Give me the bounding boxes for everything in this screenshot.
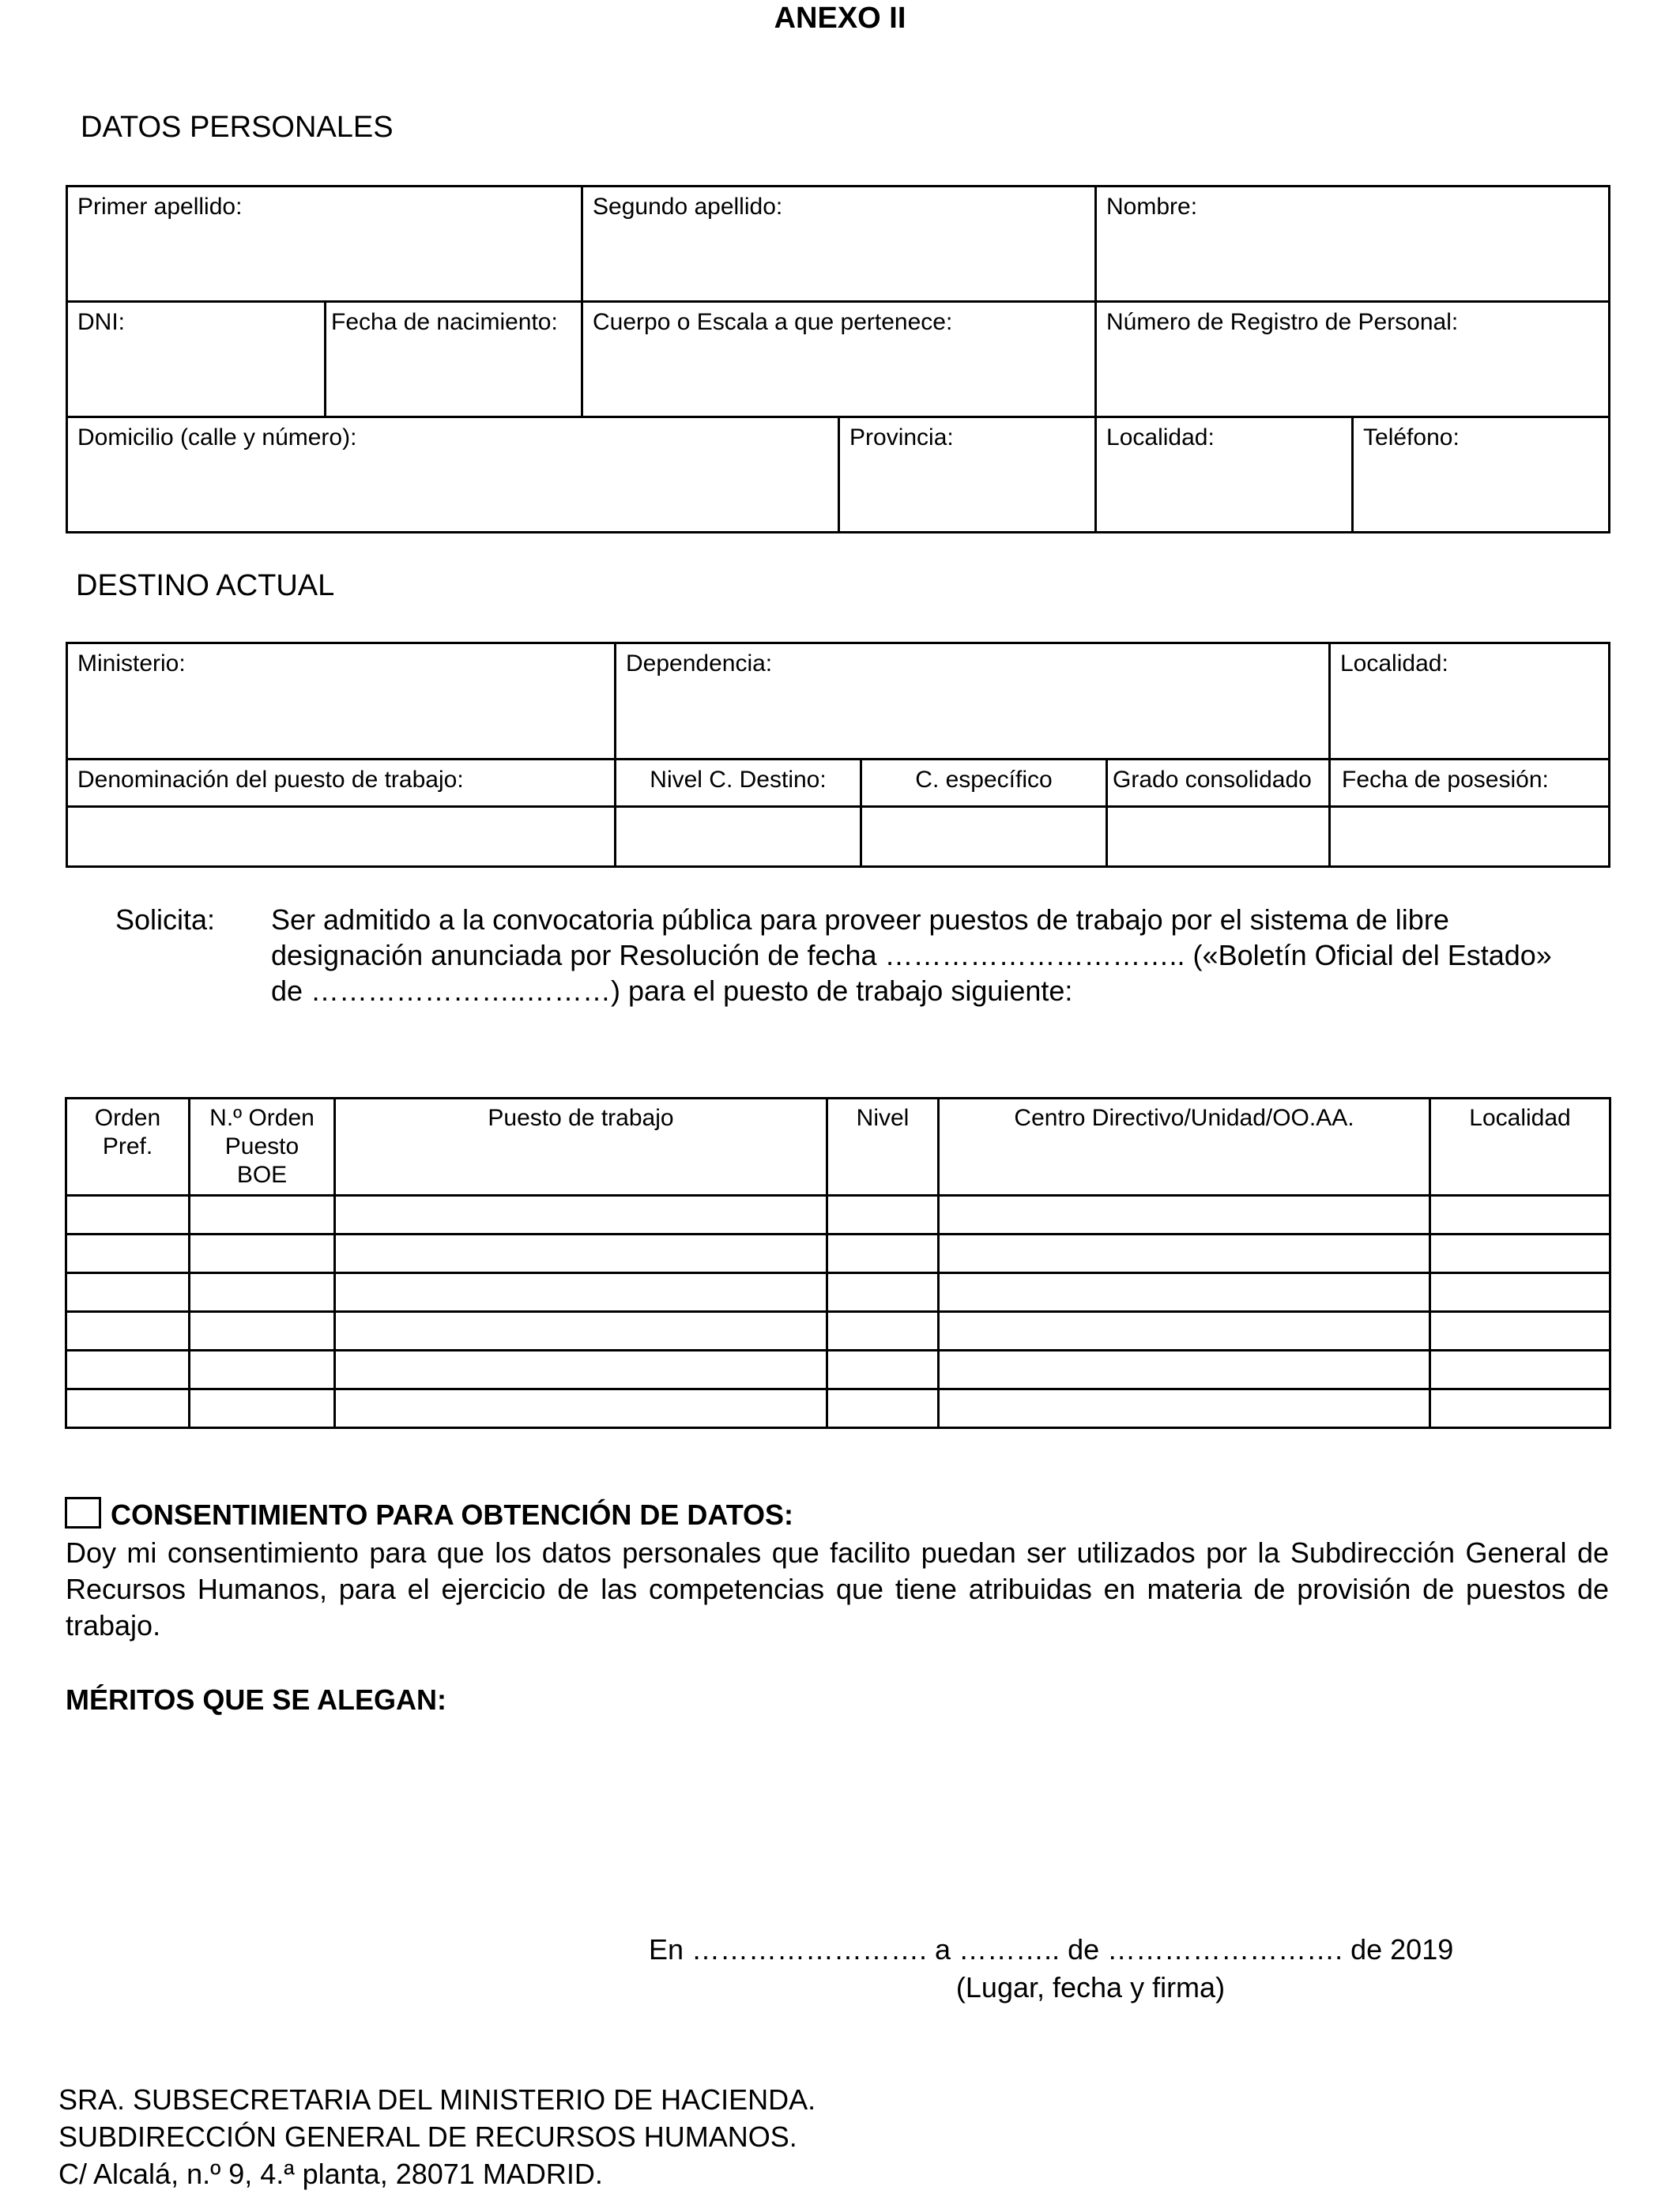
table-row: [66, 1389, 1610, 1428]
document-title: ANEXO II: [774, 2, 906, 35]
label-nivel-destino: Nivel C. Destino:: [650, 767, 827, 793]
cell-localidad[interactable]: [1430, 1351, 1610, 1389]
input-grado-consolidado[interactable]: [1107, 807, 1330, 867]
firma-line: En ……………………. a ……….. de ……………………. de 2019: [649, 1933, 1454, 1966]
field-primer-apellido[interactable]: [67, 187, 582, 302]
firma-caption: (Lugar, fecha y firma): [955, 1971, 1226, 2004]
label-denominacion-puesto: Denominación del puesto de trabajo:: [77, 767, 464, 793]
header-fecha-posesion: [1330, 760, 1610, 807]
cell-localidad[interactable]: [1430, 1389, 1610, 1428]
cell-localidad[interactable]: [1430, 1235, 1610, 1273]
consentimiento-title: CONSENTIMIENTO PARA OBTENCIÓN DE DATOS:: [111, 1498, 794, 1531]
input-c-especifico[interactable]: [861, 807, 1107, 867]
label-provincia: Provincia:: [849, 424, 954, 450]
label-domicilio: Domicilio (calle y número):: [77, 424, 357, 450]
header-orden-pref: [66, 1099, 190, 1196]
cell-centro[interactable]: [939, 1389, 1430, 1428]
header-puesto-trabajo: [335, 1099, 827, 1196]
label-localidad: Localidad:: [1106, 424, 1215, 450]
cell-orden-pref[interactable]: [66, 1235, 190, 1273]
field-fecha-nacimiento[interactable]: [326, 302, 582, 417]
cell-centro[interactable]: [939, 1196, 1430, 1235]
footer-line-2: SUBDIRECCIÓN GENERAL DE RECURSOS HUMANOS.: [58, 2120, 797, 2153]
label-nombre: Nombre:: [1106, 194, 1198, 220]
cell-orden-boe[interactable]: [190, 1196, 335, 1235]
field-segundo-apellido[interactable]: [582, 187, 1096, 302]
label-dependencia: Dependencia:: [626, 650, 773, 677]
cell-nivel[interactable]: [827, 1312, 939, 1351]
label-ministerio: Ministerio:: [77, 650, 186, 677]
header-orden-puesto-line2: Puesto: [224, 1133, 299, 1159]
cell-nivel[interactable]: [827, 1273, 939, 1312]
header-c-especifico: [861, 760, 1107, 807]
label-registro-personal: Número de Registro de Personal:: [1106, 309, 1459, 335]
label-destino-localidad: Localidad:: [1340, 650, 1448, 677]
cell-orden-pref[interactable]: [66, 1196, 190, 1235]
header-orden-puesto-line3: BOE: [236, 1162, 288, 1188]
cell-orden-boe[interactable]: [190, 1351, 335, 1389]
header-localidad: [1430, 1099, 1610, 1196]
input-nivel-destino[interactable]: [616, 807, 861, 867]
input-denominacion-puesto[interactable]: [67, 807, 616, 867]
cell-nivel[interactable]: [827, 1389, 939, 1428]
table-row: [66, 1235, 1610, 1273]
cell-orden-pref[interactable]: [66, 1312, 190, 1351]
cell-orden-boe[interactable]: [190, 1389, 335, 1428]
consentimiento-checkbox[interactable]: [65, 1497, 101, 1529]
field-destino-localidad[interactable]: [1330, 643, 1610, 760]
puestos-header-row: [66, 1099, 1610, 1196]
cell-puesto[interactable]: [335, 1351, 827, 1389]
cell-centro[interactable]: [939, 1235, 1430, 1273]
field-registro-personal[interactable]: [1096, 302, 1610, 417]
destino-actual-table: [66, 642, 1610, 868]
label-dni: DNI:: [77, 309, 125, 335]
header-nivel-destino: [616, 760, 861, 807]
footer-line-1: SRA. SUBSECRETARIA DEL MINISTERIO DE HACIENDA.: [58, 2083, 816, 2116]
cell-centro[interactable]: [939, 1351, 1430, 1389]
header-orden-puesto-boe: [190, 1099, 335, 1196]
cell-localidad[interactable]: [1430, 1273, 1610, 1312]
datos-personales-table: [66, 185, 1610, 533]
cell-orden-boe[interactable]: [190, 1235, 335, 1273]
cell-orden-pref[interactable]: [66, 1389, 190, 1428]
cell-puesto[interactable]: [335, 1312, 827, 1351]
footer-address: [58, 2081, 816, 2192]
header-nivel-label: Nivel: [856, 1105, 910, 1131]
label-fecha-nacimiento: Fecha de nacimiento:: [331, 309, 558, 335]
header-nivel: [827, 1099, 939, 1196]
label-primer-apellido: Primer apellido:: [77, 194, 243, 220]
destino-actual-heading: DESTINO ACTUAL: [76, 569, 335, 602]
cell-centro[interactable]: [939, 1312, 1430, 1351]
cell-orden-pref[interactable]: [66, 1273, 190, 1312]
cell-centro[interactable]: [939, 1273, 1430, 1312]
cell-nivel[interactable]: [827, 1351, 939, 1389]
table-row: [66, 1196, 1610, 1235]
header-centro-directivo: [939, 1099, 1430, 1196]
field-ministerio[interactable]: [67, 643, 616, 760]
field-dni[interactable]: [67, 302, 326, 417]
field-cuerpo-escala[interactable]: [582, 302, 1096, 417]
cell-puesto[interactable]: [335, 1273, 827, 1312]
header-centro-directivo-label: Centro Directivo/Unidad/OO.AA.: [1014, 1105, 1354, 1131]
cell-puesto[interactable]: [335, 1196, 827, 1235]
label-grado-consolidado: Grado consolidado: [1113, 767, 1312, 793]
header-orden-pref-line2: Pref.: [102, 1133, 153, 1159]
header-localidad-label: Localidad: [1469, 1105, 1571, 1131]
header-puesto-trabajo-label: Puesto de trabajo: [488, 1105, 674, 1131]
input-fecha-posesion[interactable]: [1330, 807, 1610, 867]
footer-line-3: C/ Alcalá, n.º 9, 4.ª planta, 28071 MADRID.: [58, 2158, 603, 2190]
table-row: [66, 1351, 1610, 1389]
header-orden-puesto-line1: N.º Orden: [209, 1105, 315, 1131]
cell-orden-pref[interactable]: [66, 1351, 190, 1389]
cell-puesto[interactable]: [335, 1235, 827, 1273]
field-provincia[interactable]: [839, 417, 1096, 533]
field-dependencia[interactable]: [616, 643, 1330, 760]
header-orden-pref-line1: Orden: [94, 1105, 161, 1131]
cell-nivel[interactable]: [827, 1196, 939, 1235]
cell-nivel[interactable]: [827, 1235, 939, 1273]
solicita-label: Solicita:: [115, 903, 216, 936]
field-domicilio[interactable]: [67, 417, 839, 533]
cell-localidad[interactable]: [1430, 1312, 1610, 1351]
datos-personales-heading: DATOS PERSONALES: [81, 111, 394, 144]
consentimiento-text: Doy mi consentimiento para que los datos personales que facilito puedan ser utilizados por la Subdirección General de Recursos Humanos, para el ejercicio de las competencias que tiene atribuidas en materia de provisión de puestos de trabajo.: [66, 1536, 1609, 1642]
field-localidad[interactable]: [1096, 417, 1353, 533]
cell-orden-boe[interactable]: [190, 1312, 335, 1351]
label-fecha-posesion: Fecha de posesión:: [1342, 767, 1549, 793]
label-cuerpo-escala: Cuerpo o Escala a que pertenece:: [593, 309, 953, 335]
header-grado-consolidado: [1107, 760, 1330, 807]
field-telefono[interactable]: [1353, 417, 1610, 533]
label-c-especifico: C. específico: [915, 767, 1053, 793]
solicita-text: Ser admitido a la convocatoria pública para proveer puestos de trabajo por el sistema de libre designación anunciada por Resolución de fecha ………………………….. («Boletín Oficial del Estado» de …………………..………) para el puesto de trabajo siguiente:: [271, 903, 1552, 1007]
label-telefono: Teléfono:: [1363, 424, 1460, 450]
table-row: [66, 1273, 1610, 1312]
field-nombre[interactable]: [1096, 187, 1610, 302]
puestos-table: [65, 1097, 1611, 1429]
table-row: [66, 1312, 1610, 1351]
label-segundo-apellido: Segundo apellido:: [593, 194, 783, 220]
meritos-heading: MÉRITOS QUE SE ALEGAN:: [66, 1683, 447, 1716]
cell-puesto[interactable]: [335, 1389, 827, 1428]
header-denominacion-puesto: [67, 760, 616, 807]
cell-localidad[interactable]: [1430, 1196, 1610, 1235]
cell-orden-boe[interactable]: [190, 1273, 335, 1312]
